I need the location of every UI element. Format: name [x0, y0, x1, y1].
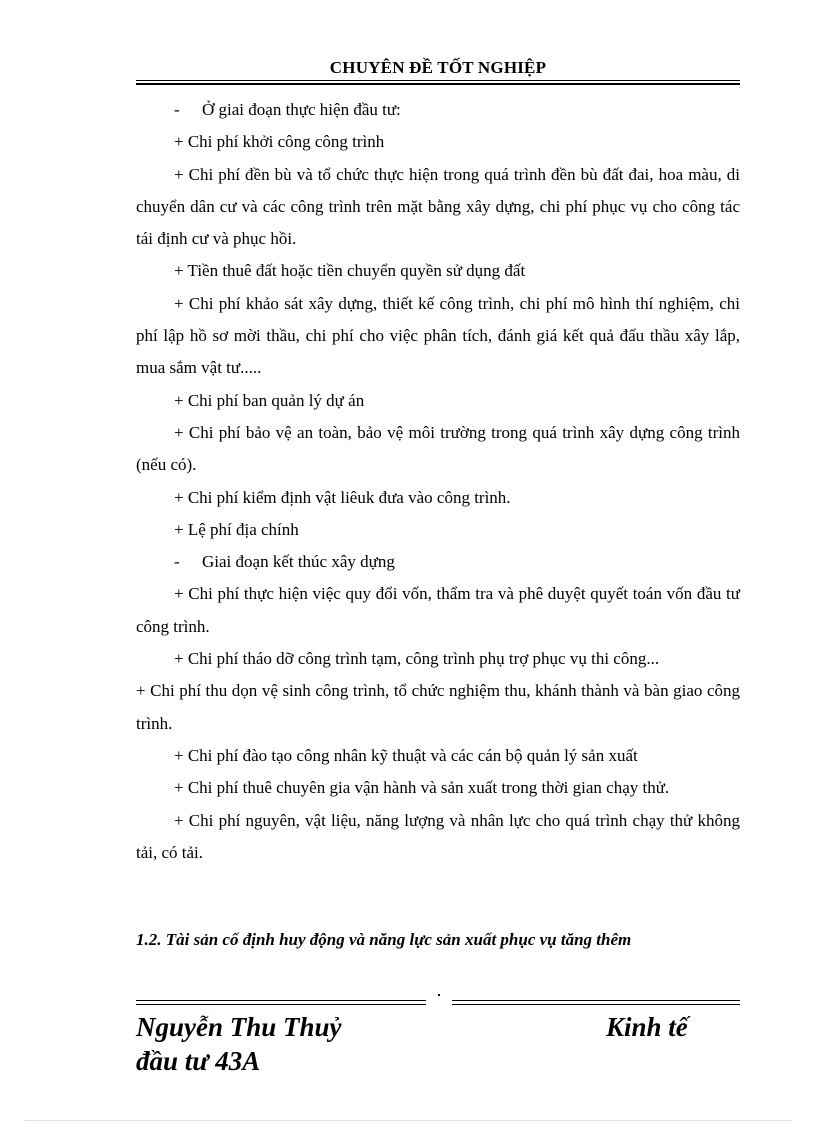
paragraph-14: + Chi phí đào tạo công nhân kỹ thuật và các cán bộ quản lý sản xuất — [174, 745, 638, 765]
author-name: Nguyễn Thu Thuỷ — [136, 1012, 342, 1042]
paragraph-5: + Chi phí khảo sát xây dựng, thiết kế công trình, chi phí mô hình thí nghiệm, chi phí lập hồ sơ mời thầu, chi phí cho việc phân tích, đánh giá kết quả đấu thầu xây lắp, mua sắm vật tư..... — [136, 293, 740, 378]
page-bottom-border — [24, 1120, 792, 1121]
section-heading: 1.2. Tài sản cố định huy động và năng lực sản xuất phục vụ tăng thêm — [136, 930, 632, 949]
paragraph-15: + Chi phí thuê chuyên gia vận hành và sản xuất trong thời gian chạy thử. — [174, 778, 670, 798]
body-text — [136, 94, 740, 869]
paragraph-10: - Giai đoạn kết thúc xây dựng — [174, 552, 395, 572]
paragraph-8: + Chi phí kiểm định vật liêuk đưa vào công trình. — [174, 487, 511, 507]
header-rule-bottom — [136, 83, 740, 85]
paragraph-4: + Tiền thuê đất hoặc tiền chuyển quyền sử dụng đất — [174, 261, 526, 281]
paragraph-9: + Lệ phí địa chính — [174, 519, 299, 539]
paragraph-1: - Ở giai đoạn thực hiện đầu tư: — [174, 100, 401, 119]
paragraph-7: + Chi phí bảo vệ an toàn, bảo vệ môi trường trong quá trình xây dựng công trình (nếu có). — [136, 422, 740, 475]
footer-rule-left-top — [136, 1000, 426, 1001]
paragraph-16: + Chi phí nguyên, vật liệu, năng lượng và nhân lực cho quá trình chạy thử không tải, có tải. — [136, 810, 740, 862]
header-rule-top — [136, 80, 740, 81]
footer-rule-right-bottom — [452, 1004, 740, 1005]
paragraph-2: + Chi phí khởi công công trình — [174, 132, 385, 152]
footer-separator-dot — [438, 994, 440, 996]
document-title: CHUYÊN ĐỀ TỐT NGHIỆP — [329, 58, 547, 77]
paragraph-13: + Chi phí thu dọn vệ sinh công trình, tổ chức nghiệm thu, khánh thành và bàn giao công trình. — [136, 681, 740, 733]
footer-rule-right-top — [452, 1000, 740, 1001]
paragraph-6: + Chi phí ban quản lý dự án — [174, 390, 365, 410]
paragraph-11: + Chi phí thực hiện việc quy đổi vốn, thẩm tra và phê duyệt quyết toán vốn đầu tư công trình. — [136, 584, 740, 636]
department-line-1: Kinh tế — [606, 1012, 688, 1042]
paragraph-3: + Chi phí đền bù và tổ chức thực hiện trong quá trình đền bù đất đai, hoa màu, di chuyển dân cư và các công trình trên mặt bằng xây dựng, chi phí phục vụ cho công tác tái định cư và phục hồi. — [136, 164, 740, 249]
department-line-2: đầu tư 43A — [136, 1046, 261, 1076]
footer-rule-left-bottom — [136, 1004, 426, 1005]
paragraph-12: + Chi phí tháo dỡ công trình tạm, công trình phụ trợ phục vụ thi công... — [174, 649, 660, 669]
